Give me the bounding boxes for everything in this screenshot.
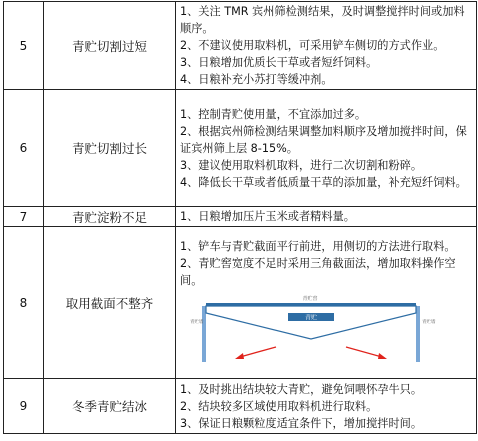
- solution-line: 1、及时挑出结块较大青贮，避免饲喂怀孕牛只。: [180, 382, 423, 396]
- table-row-8: [4, 227, 477, 379]
- triangle-cut-diagram: [188, 293, 436, 365]
- table-row-5: [4, 2, 477, 90]
- table-row-6: [4, 90, 477, 207]
- issue-cell: 青贮淀粉不足: [44, 207, 176, 227]
- table-row-7: [4, 207, 477, 227]
- silage-problems-table: [3, 1, 477, 434]
- issue-cell: 冬季青贮结冰: [44, 379, 176, 434]
- solution-line: 2、青贮窖宽度不足时采用三角截面法，增加取料操作空间。: [180, 257, 456, 287]
- row-number: 9: [4, 379, 44, 434]
- solution-cell: [176, 2, 477, 90]
- table-row-9: [4, 379, 477, 434]
- solution-line: 3、建议使用取料机取料，进行二次切割和粉碎。: [180, 158, 423, 172]
- row-number: 7: [4, 207, 44, 227]
- right-wall: [416, 306, 420, 362]
- solution-line: 2、结块较多区域使用取料机进行取料。: [180, 399, 378, 413]
- silo-label: 青贮窖: [302, 296, 318, 302]
- solution-line: 3、保证日粮颗粒度适宜条件下，增加搅拌时间。: [180, 416, 423, 430]
- right-wall-label: 青贮墙: [422, 320, 436, 325]
- solution-line: 3、日粮增加优质长干草或者短纤饲料。: [180, 56, 378, 69]
- silage-label: 青贮: [304, 314, 318, 322]
- solution-line: 4、日粮补充小苏打等缓冲剂。: [180, 73, 333, 86]
- issue-cell: 青贮切割过短: [44, 2, 176, 90]
- left-arrow-shaft: [240, 347, 276, 357]
- right-arrow-shaft: [346, 347, 382, 357]
- triangle-cut-face: [206, 306, 416, 339]
- row-number: 6: [4, 90, 44, 207]
- solution-line: 1、日粮增加压片玉米或者精料量。: [180, 210, 355, 223]
- solution-cell: [176, 227, 477, 379]
- solution-cell: [176, 90, 477, 207]
- row-number: 5: [4, 2, 44, 90]
- left-wall-label: 青贮墙: [190, 320, 204, 325]
- left-arrow-head-icon: [235, 353, 244, 359]
- right-arrow-head-icon: [378, 353, 387, 359]
- solution-cell: [176, 207, 477, 227]
- solution-line: 2、不建议使用取料机，可采用铲车侧切的方式作业。: [180, 39, 445, 52]
- silage-cut-diagram: [180, 289, 473, 367]
- row-number: 8: [4, 227, 44, 379]
- solution-line: 1、铲车与青贮截面平行前进，用侧切的方法进行取料。: [180, 240, 456, 253]
- solution-line: 4、降低长干草或者低质量干草的添加量，补充短纤饲料。: [180, 175, 467, 189]
- solution-cell: [176, 379, 477, 434]
- solution-line: 2、根据宾州筛检测结果调整加料顺序及增加搅拌时间，保证宾州筛上层 8-15%。: [180, 124, 467, 155]
- issue-cell: 取用截面不整齐: [44, 227, 176, 379]
- issue-cell: 青贮切割过长: [44, 90, 176, 207]
- solution-line: 1、控制青贮使用量，不宜添加过多。: [180, 107, 367, 121]
- left-wall: [202, 306, 206, 362]
- solution-line: 1、关注 TMR 宾州筛检测结果，及时调整搅拌时间或加料顺序。: [180, 5, 465, 35]
